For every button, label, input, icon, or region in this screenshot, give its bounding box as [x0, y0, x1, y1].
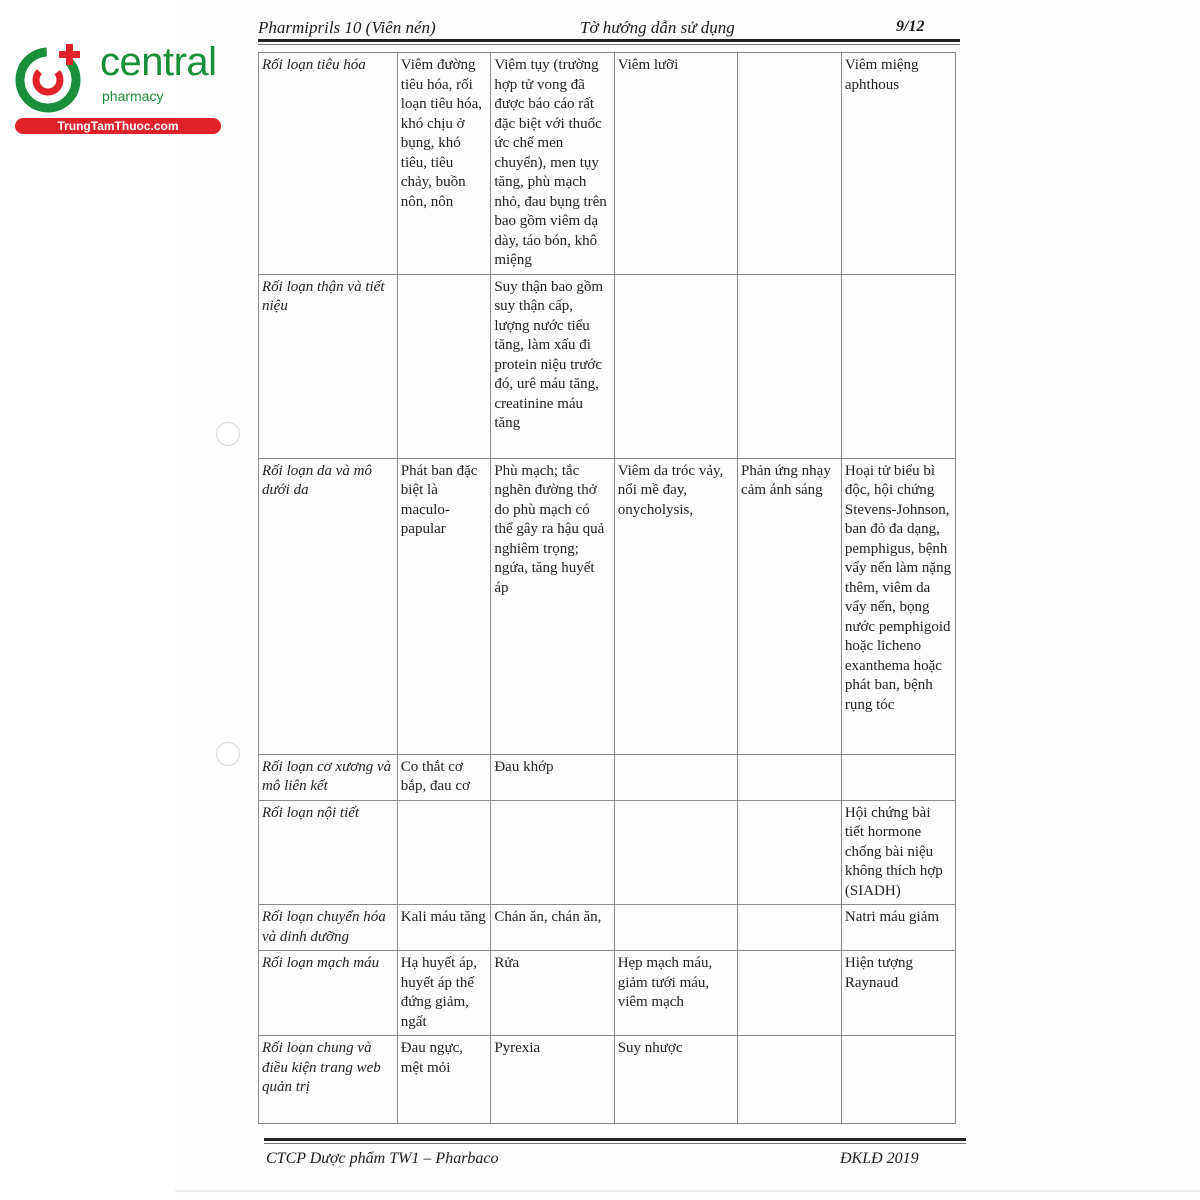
- table-cell: Suy thận bao gồm suy thận cấp, lượng nước tiểu tăng, làm xấu đi protein niệu trước đó, urê máu tăng, creatinine máu tăng: [491, 274, 614, 458]
- table-cell: Viêm da tróc vảy, nổi mề đay, onycholysis,: [614, 458, 737, 754]
- footer-registration: ĐKLĐ 2019: [840, 1150, 919, 1167]
- table-cell: [738, 905, 842, 951]
- table-cell: [614, 274, 737, 458]
- table-cell: Hiện tượng Raynaud: [841, 951, 955, 1036]
- table-cell: [738, 53, 842, 275]
- table-cell: [614, 905, 737, 951]
- footer-rule: [264, 1138, 966, 1141]
- table-cell: Hẹp mạch máu, giảm tưới máu, viêm mạch: [614, 951, 737, 1036]
- table-cell: Viêm tụy (trường hợp tử vong đã được báo cáo rất đặc biệt với thuốc ức chế men chuyển), men tụy tăng, phù mạch nhỏ, đau bụng trên bao gồm viêm dạ dày, táo bón, khô miệng: [491, 53, 614, 275]
- table-cell: Phù mạch; tắc nghẽn đường thở do phù mạch có thể gây ra hậu quả nghiêm trọng; ngứa, tăng huyết áp: [491, 458, 614, 754]
- table-cell: [614, 754, 737, 800]
- table-cell: Phản ứng nhạy cảm ánh sáng: [738, 458, 842, 754]
- doc-title: Pharmiprils 10 (Viên nén): [258, 18, 436, 37]
- table-cell: [841, 754, 955, 800]
- page-bottom-edge: [175, 1190, 1200, 1192]
- table-cell: Pyrexia: [491, 1036, 614, 1124]
- table-cell: Rửa: [491, 951, 614, 1036]
- punch-hole: [216, 422, 240, 446]
- table-cell: Co thắt cơ bắp, đau cơ: [397, 754, 491, 800]
- table-cell: [738, 951, 842, 1036]
- page-number: 9/12: [896, 18, 925, 35]
- table-cell: Hoại tử biểu bì độc, hội chứng Stevens-Johnson, ban đỏ đa dạng, pemphigus, bệnh vẩy nến làm nặng thêm, viêm da vẩy nến, bọng nước pemphigoid hoặc licheno exanthema hoặc phát ban, bệnh rụng tóc: [841, 458, 955, 754]
- table-row: [259, 53, 956, 275]
- brand-logo[interactable]: [12, 36, 217, 136]
- footer-rule-thin: [264, 1143, 966, 1144]
- row-category: Rối loạn cơ xương và mô liên kết: [259, 754, 398, 800]
- table-cell: [738, 800, 842, 905]
- table-row: [259, 951, 956, 1036]
- table-cell: Kali máu tăng: [397, 905, 491, 951]
- row-category: Rối loạn thận và tiết niệu: [259, 274, 398, 458]
- table-row: [259, 754, 956, 800]
- table-cell: Hội chứng bài tiết hormone chống bài niệu không thích hợp (SIADH): [841, 800, 955, 905]
- table-cell: [738, 754, 842, 800]
- table-cell: [841, 1036, 955, 1124]
- logo-sub-text: pharmacy: [102, 88, 164, 104]
- punch-hole: [216, 742, 240, 766]
- table-cell: Viêm đường tiêu hóa, rối loạn tiêu hóa, khó chịu ở bụng, khó tiêu, tiêu chảy, buồn nôn, nôn: [397, 53, 491, 275]
- table-cell: Viêm lưỡi: [614, 53, 737, 275]
- row-category: Rối loạn nội tiết: [259, 800, 398, 905]
- table-cell: [841, 274, 955, 458]
- row-category: Rối loạn mạch máu: [259, 951, 398, 1036]
- table-cell: [614, 800, 737, 905]
- row-category: Rối loạn chung và điều kiện trang web quản trị: [259, 1036, 398, 1124]
- table-cell: [738, 1036, 842, 1124]
- table-cell: [491, 800, 614, 905]
- doc-type: Tờ hướng dẫn sử dụng: [580, 18, 735, 37]
- header-rule: [258, 39, 960, 42]
- table-cell: Hạ huyết áp, huyết áp thế đứng giảm, ngất: [397, 951, 491, 1036]
- logo-mark-icon: [12, 40, 94, 116]
- table-cell: Chán ăn, chán ăn,: [491, 905, 614, 951]
- row-category: Rối loạn tiêu hóa: [259, 53, 398, 275]
- row-category: Rối loạn da và mô dưới da: [259, 458, 398, 754]
- adverse-effects-table: [258, 52, 956, 1124]
- table-cell: Đau khớp: [491, 754, 614, 800]
- header-rule-thin: [258, 44, 960, 45]
- logo-brand-text: central: [100, 40, 217, 84]
- table-row: [259, 905, 956, 951]
- table-row: [259, 1036, 956, 1124]
- table-row: [259, 458, 956, 754]
- table-cell: Natri máu giảm: [841, 905, 955, 951]
- footer-company: CTCP Dược phẩm TW1 – Pharbaco: [266, 1150, 499, 1167]
- table-cell: [397, 274, 491, 458]
- table-cell: Viêm miệng aphthous: [841, 53, 955, 275]
- table-row: [259, 800, 956, 905]
- table-row: [259, 274, 956, 458]
- table-cell: Phát ban đặc biệt là maculo-papular: [397, 458, 491, 754]
- logo-site-banner[interactable]: TrungTamThuoc.com: [15, 118, 221, 134]
- table-cell: [738, 274, 842, 458]
- table-cell: Suy nhược: [614, 1036, 737, 1124]
- table-cell: [397, 800, 491, 905]
- row-category: Rối loạn chuyển hóa và dinh dưỡng: [259, 905, 398, 951]
- table-cell: Đau ngực, mệt mỏi: [397, 1036, 491, 1124]
